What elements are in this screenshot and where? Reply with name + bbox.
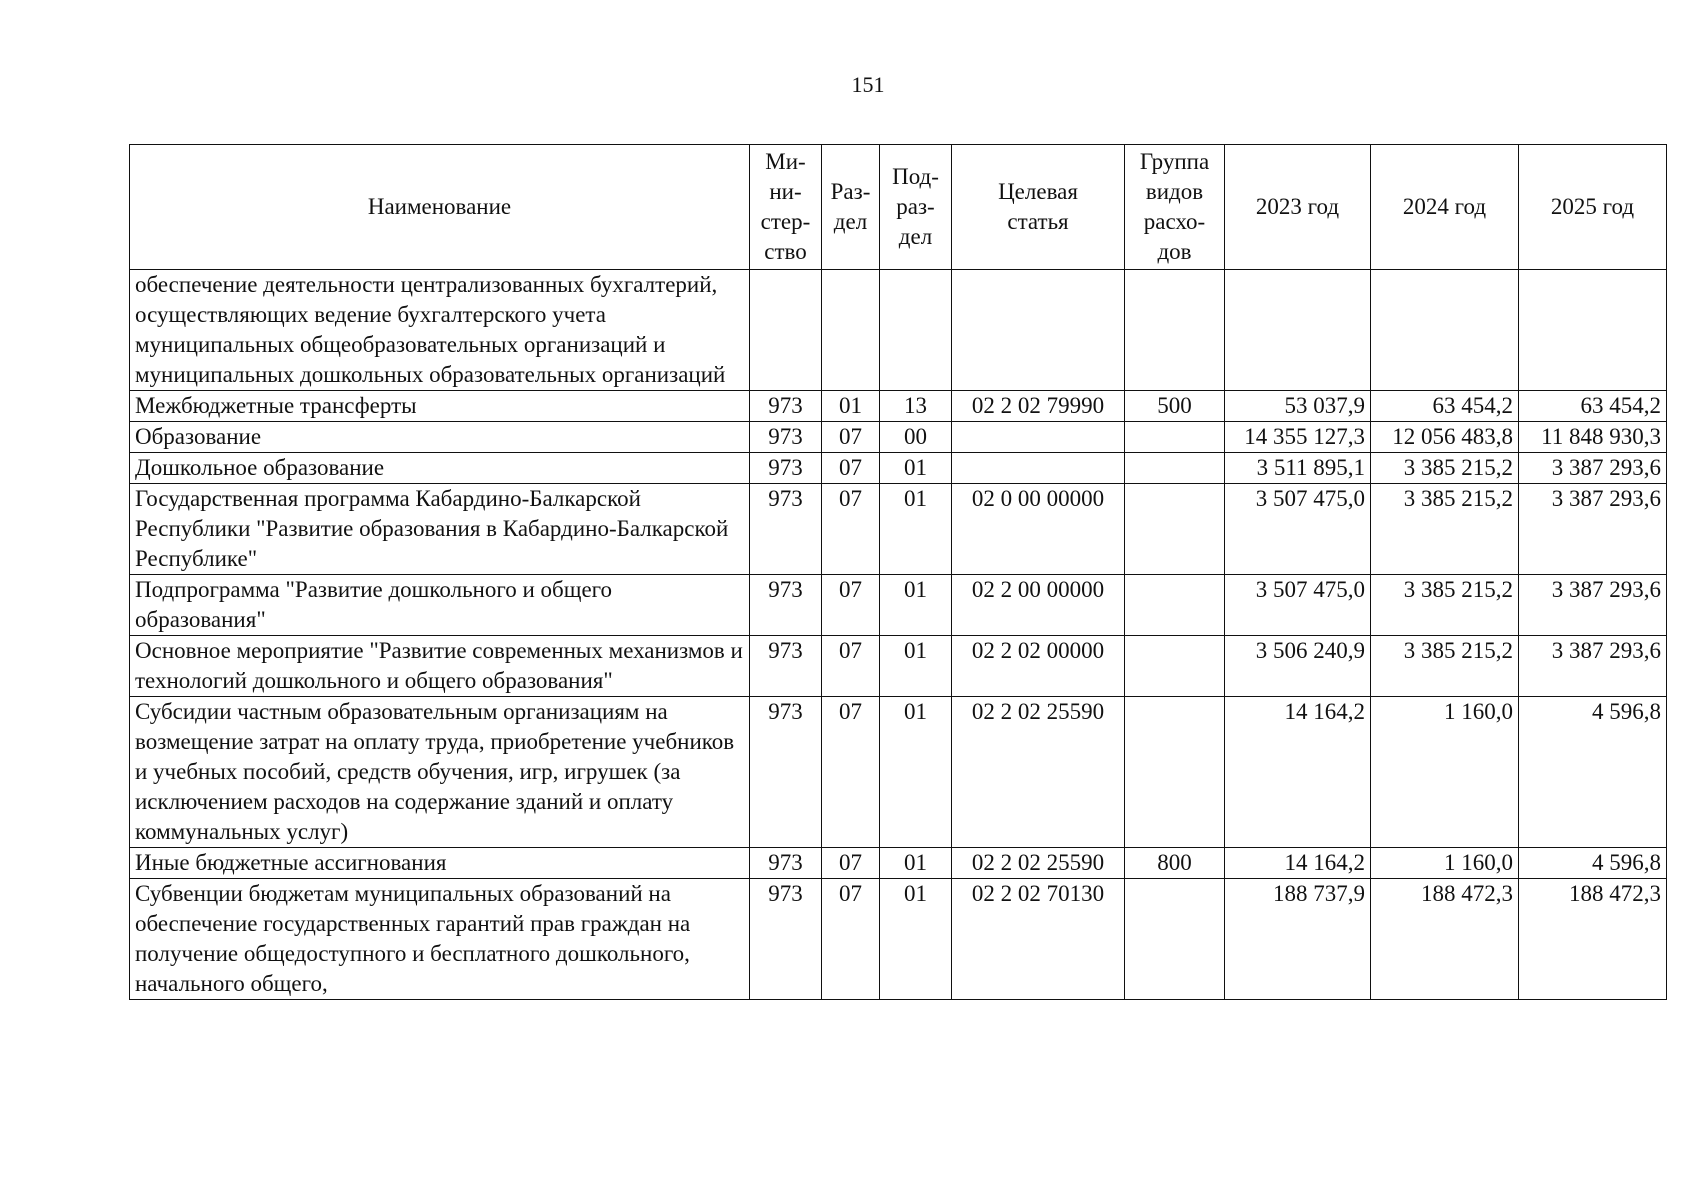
table-row xyxy=(130,453,1667,484)
row-expense-group xyxy=(1125,270,1225,391)
row-expense-group xyxy=(1125,636,1225,697)
row-section xyxy=(822,270,880,391)
header-ministry: Ми- ни- стер- ство xyxy=(750,145,822,270)
row-amount-2024: 3 385 215,2 xyxy=(1371,636,1519,697)
row-expense-group xyxy=(1125,697,1225,848)
row-name: Межбюджетные трансферты xyxy=(130,391,750,422)
row-target-article xyxy=(952,270,1125,391)
row-target-article: 02 2 02 00000 xyxy=(952,636,1125,697)
row-ministry xyxy=(750,270,822,391)
table-row xyxy=(130,636,1667,697)
row-amount-2023: 14 164,2 xyxy=(1225,848,1371,879)
table-row xyxy=(130,484,1667,575)
header-year-2024: 2024 год xyxy=(1371,145,1519,270)
row-section: 01 xyxy=(822,391,880,422)
header-section: Раз- дел xyxy=(822,145,880,270)
row-amount-2023: 188 737,9 xyxy=(1225,879,1371,1000)
table-row xyxy=(130,422,1667,453)
row-amount-2024: 3 385 215,2 xyxy=(1371,575,1519,636)
row-target-article: 02 2 02 70130 xyxy=(952,879,1125,1000)
row-expense-group: 500 xyxy=(1125,391,1225,422)
row-ministry: 973 xyxy=(750,848,822,879)
row-target-article xyxy=(952,453,1125,484)
row-section: 07 xyxy=(822,636,880,697)
row-target-article: 02 2 02 79990 xyxy=(952,391,1125,422)
row-ministry: 973 xyxy=(750,484,822,575)
header-name: Наименование xyxy=(130,145,750,270)
row-name: Образование xyxy=(130,422,750,453)
row-amount-2023: 3 507 475,0 xyxy=(1225,575,1371,636)
row-subsection: 01 xyxy=(880,879,952,1000)
row-ministry: 973 xyxy=(750,453,822,484)
row-amount-2023: 3 511 895,1 xyxy=(1225,453,1371,484)
table-header-row xyxy=(130,145,1667,270)
row-amount-2023: 3 506 240,9 xyxy=(1225,636,1371,697)
row-target-article: 02 0 00 00000 xyxy=(952,484,1125,575)
row-subsection: 01 xyxy=(880,575,952,636)
row-ministry: 973 xyxy=(750,391,822,422)
row-name: Субсидии частным образовательным организациям на возмещение затрат на оплату труда, приобретение учебников и учебных пособий, средств обучения, игр, игрушек (за исключением расходов на содержание зданий и оплату коммунальных услуг) xyxy=(130,697,750,848)
row-amount-2024: 1 160,0 xyxy=(1371,848,1519,879)
row-section: 07 xyxy=(822,484,880,575)
table-row xyxy=(130,575,1667,636)
header-expense-group: Группа видов расхо- дов xyxy=(1125,145,1225,270)
row-name: Подпрограмма "Развитие дошкольного и общего образования" xyxy=(130,575,750,636)
row-amount-2024: 1 160,0 xyxy=(1371,697,1519,848)
table-row xyxy=(130,270,1667,391)
row-section: 07 xyxy=(822,697,880,848)
row-target-article: 02 2 02 25590 xyxy=(952,848,1125,879)
row-name: Государственная программа Кабардино-Балкарской Республики "Развитие образования в Кабардино-Балкарской Республике" xyxy=(130,484,750,575)
row-subsection xyxy=(880,270,952,391)
row-ministry: 973 xyxy=(750,575,822,636)
row-amount-2023 xyxy=(1225,270,1371,391)
row-expense-group xyxy=(1125,484,1225,575)
row-subsection: 01 xyxy=(880,848,952,879)
row-amount-2024: 3 385 215,2 xyxy=(1371,484,1519,575)
row-ministry: 973 xyxy=(750,422,822,453)
row-ministry: 973 xyxy=(750,636,822,697)
row-amount-2025: 188 472,3 xyxy=(1519,879,1667,1000)
row-name: Дошкольное образование xyxy=(130,453,750,484)
row-amount-2024 xyxy=(1371,270,1519,391)
row-section: 07 xyxy=(822,879,880,1000)
row-name: Основное мероприятие "Развитие современных механизмов и технологий дошкольного и общего образования" xyxy=(130,636,750,697)
row-amount-2024: 3 385 215,2 xyxy=(1371,453,1519,484)
row-amount-2025: 3 387 293,6 xyxy=(1519,575,1667,636)
page-number: 151 xyxy=(851,72,885,97)
table-row xyxy=(130,848,1667,879)
row-target-article: 02 2 00 00000 xyxy=(952,575,1125,636)
table-row xyxy=(130,879,1667,1000)
row-target-article xyxy=(952,422,1125,453)
row-name: Иные бюджетные ассигнования xyxy=(130,848,750,879)
row-subsection: 01 xyxy=(880,697,952,848)
row-amount-2024: 188 472,3 xyxy=(1371,879,1519,1000)
row-subsection: 01 xyxy=(880,636,952,697)
row-amount-2025: 4 596,8 xyxy=(1519,848,1667,879)
row-section: 07 xyxy=(822,453,880,484)
row-amount-2023: 53 037,9 xyxy=(1225,391,1371,422)
row-ministry: 973 xyxy=(750,697,822,848)
header-subsection: Под- раз- дел xyxy=(880,145,952,270)
header-year-2023: 2023 год xyxy=(1225,145,1371,270)
row-name: Субвенции бюджетам муниципальных образований на обеспечение государственных гарантий прав граждан на получение общедоступного и бесплатного дошкольного, начального общего, xyxy=(130,879,750,1000)
row-section: 07 xyxy=(822,848,880,879)
row-amount-2023: 14 355 127,3 xyxy=(1225,422,1371,453)
table-row xyxy=(130,697,1667,848)
row-amount-2023: 3 507 475,0 xyxy=(1225,484,1371,575)
row-expense-group xyxy=(1125,453,1225,484)
row-expense-group xyxy=(1125,575,1225,636)
row-amount-2025: 4 596,8 xyxy=(1519,697,1667,848)
row-subsection: 00 xyxy=(880,422,952,453)
row-amount-2025 xyxy=(1519,270,1667,391)
row-name: обеспечение деятельности централизованных бухгалтерий, осуществляющих ведение бухгалтерского учета муниципальных общеобразовательных организаций и муниципальных дошкольных образовательных организаций xyxy=(130,270,750,391)
header-target-article: Целевая статья xyxy=(952,145,1125,270)
row-subsection: 13 xyxy=(880,391,952,422)
row-section: 07 xyxy=(822,575,880,636)
row-target-article: 02 2 02 25590 xyxy=(952,697,1125,848)
row-expense-group xyxy=(1125,879,1225,1000)
row-ministry: 973 xyxy=(750,879,822,1000)
budget-table xyxy=(129,144,1667,1000)
row-section: 07 xyxy=(822,422,880,453)
row-expense-group: 800 xyxy=(1125,848,1225,879)
row-amount-2025: 3 387 293,6 xyxy=(1519,636,1667,697)
row-amount-2025: 3 387 293,6 xyxy=(1519,484,1667,575)
row-subsection: 01 xyxy=(880,453,952,484)
row-amount-2025: 11 848 930,3 xyxy=(1519,422,1667,453)
header-year-2025: 2025 год xyxy=(1519,145,1667,270)
row-amount-2024: 12 056 483,8 xyxy=(1371,422,1519,453)
row-amount-2025: 63 454,2 xyxy=(1519,391,1667,422)
row-subsection: 01 xyxy=(880,484,952,575)
row-amount-2025: 3 387 293,6 xyxy=(1519,453,1667,484)
table-row xyxy=(130,391,1667,422)
row-amount-2023: 14 164,2 xyxy=(1225,697,1371,848)
row-amount-2024: 63 454,2 xyxy=(1371,391,1519,422)
row-expense-group xyxy=(1125,422,1225,453)
